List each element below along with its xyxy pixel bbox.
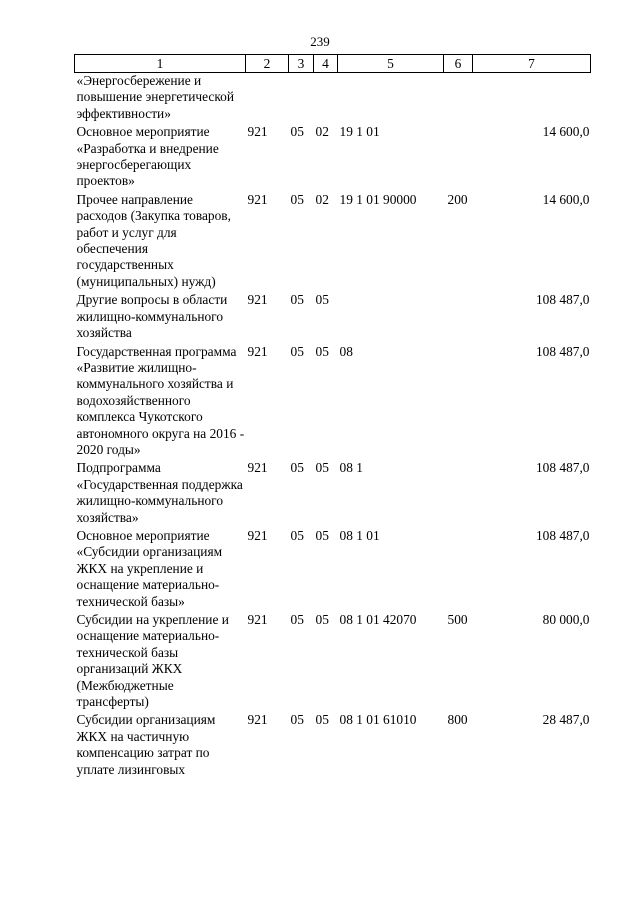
- row-name: Подпрограмма «Государственная поддержка жилищно-коммунального хозяйства»: [76, 460, 243, 525]
- row-col7: [473, 73, 591, 125]
- row-col7: 108 487,0: [535, 292, 590, 308]
- row-col7: 108 487,0: [535, 460, 590, 476]
- row-col6: [444, 460, 473, 528]
- row-col7: 80 000,0: [542, 612, 590, 627]
- row-col4: 05: [315, 343, 329, 359]
- row-col3: 05: [290, 712, 304, 728]
- row-col3: 05: [290, 460, 304, 476]
- row-col5: [338, 73, 444, 125]
- row-col2: [246, 73, 289, 125]
- row-col3: 05: [290, 527, 304, 543]
- row-col2: 921: [247, 343, 268, 359]
- header-col-5: 5: [338, 55, 444, 73]
- row-name: «Энергосбережение и повышение энергетической эффективности»: [76, 73, 235, 121]
- row-col6: [444, 292, 473, 343]
- row-col7: 28 487,0: [542, 712, 590, 728]
- header-col-2: 2: [246, 55, 289, 73]
- row-col4: 02: [315, 191, 329, 207]
- row-col2: 921: [247, 191, 268, 207]
- row-col6: [444, 344, 473, 461]
- table-row: [75, 344, 591, 461]
- row-col6: [444, 73, 473, 125]
- row-col2: 921: [247, 124, 268, 140]
- row-col4: [314, 73, 338, 125]
- row-col5: 08 1 01 61010: [339, 712, 417, 728]
- row-col7: 14 600,0: [542, 191, 590, 207]
- header-col-3: 3: [289, 55, 314, 73]
- row-col5: 19 1 01 90000: [339, 191, 417, 207]
- row-col5: 08 1: [339, 460, 363, 476]
- table-header: [75, 55, 591, 73]
- table-row: [75, 292, 591, 343]
- row-col7: 108 487,0: [535, 527, 590, 543]
- row-col6: 800: [447, 712, 468, 728]
- row-name: Основное мероприятие «Разработка и внедрение энергосберегающих проектов»: [76, 124, 219, 189]
- row-col6: [444, 124, 473, 192]
- row-col5: 19 1 01: [339, 124, 380, 140]
- row-name: Другие вопросы в области жилищно-коммунального хозяйства: [76, 292, 228, 341]
- table-row: [75, 712, 591, 780]
- header-col-6: 6: [444, 55, 473, 73]
- row-col6: [444, 528, 473, 612]
- row-col5: [338, 292, 444, 343]
- row-col4: 05: [315, 612, 329, 627]
- row-col3: 05: [290, 612, 304, 627]
- row-col3: 05: [290, 191, 304, 207]
- row-name: Субсидии организациям ЖКХ на частичную компенсацию затрат по уплате лизинговых: [76, 712, 216, 777]
- table-body: [75, 73, 591, 781]
- row-col4: 05: [315, 460, 329, 476]
- row-col7: 14 600,0: [542, 124, 590, 140]
- header-col-4: 4: [314, 55, 338, 73]
- row-col6: 200: [447, 191, 468, 207]
- page-number: 239: [310, 34, 330, 49]
- row-col2: 921: [247, 527, 268, 543]
- header-col-1: 1: [75, 55, 246, 73]
- row-col4: 02: [315, 124, 329, 140]
- row-col4: 05: [315, 712, 329, 728]
- row-col3: [289, 73, 314, 125]
- row-name: Государственная программа «Развитие жилищно-коммунального хозяйства и водохозяйственного комплекса Чукотского автономного округа на 2016 - 2020 годы»: [76, 343, 245, 457]
- table-row: [75, 192, 591, 292]
- table-row: [75, 73, 591, 125]
- row-col5: 08 1 01: [339, 527, 380, 543]
- row-col2: 921: [247, 612, 268, 627]
- row-col6: 500: [447, 612, 468, 627]
- row-col2: 921: [247, 460, 268, 476]
- row-col3: 05: [290, 292, 304, 308]
- row-col2: 921: [247, 712, 268, 728]
- row-col2: 921: [247, 292, 268, 308]
- header-row: [75, 55, 591, 73]
- table-row: [75, 528, 591, 612]
- row-name: Прочее направление расходов (Закупка товаров, работ и услуг для обеспечения государственных (муниципальных) нужд): [76, 191, 231, 289]
- budget-table: [74, 54, 591, 780]
- row-col5: 08 1 01 42070: [339, 612, 417, 627]
- row-col5: 08: [339, 343, 353, 359]
- row-col4: 05: [315, 292, 329, 308]
- row-name: Основное мероприятие «Субсидии организациям ЖКХ на укрепление и оснащение материально-технической базы»: [76, 527, 223, 609]
- table-row: [75, 612, 591, 712]
- row-col3: 05: [290, 124, 304, 140]
- row-name: Субсидии на укрепление и оснащение материально-технической базы организаций ЖКХ (Межбюджетные трансферты): [76, 612, 229, 710]
- table-row: [75, 460, 591, 528]
- row-col3: 05: [290, 343, 304, 359]
- row-col4: 05: [315, 527, 329, 543]
- table-row: [75, 124, 591, 192]
- row-col7: 108 487,0: [535, 343, 590, 359]
- header-col-7: 7: [473, 55, 591, 73]
